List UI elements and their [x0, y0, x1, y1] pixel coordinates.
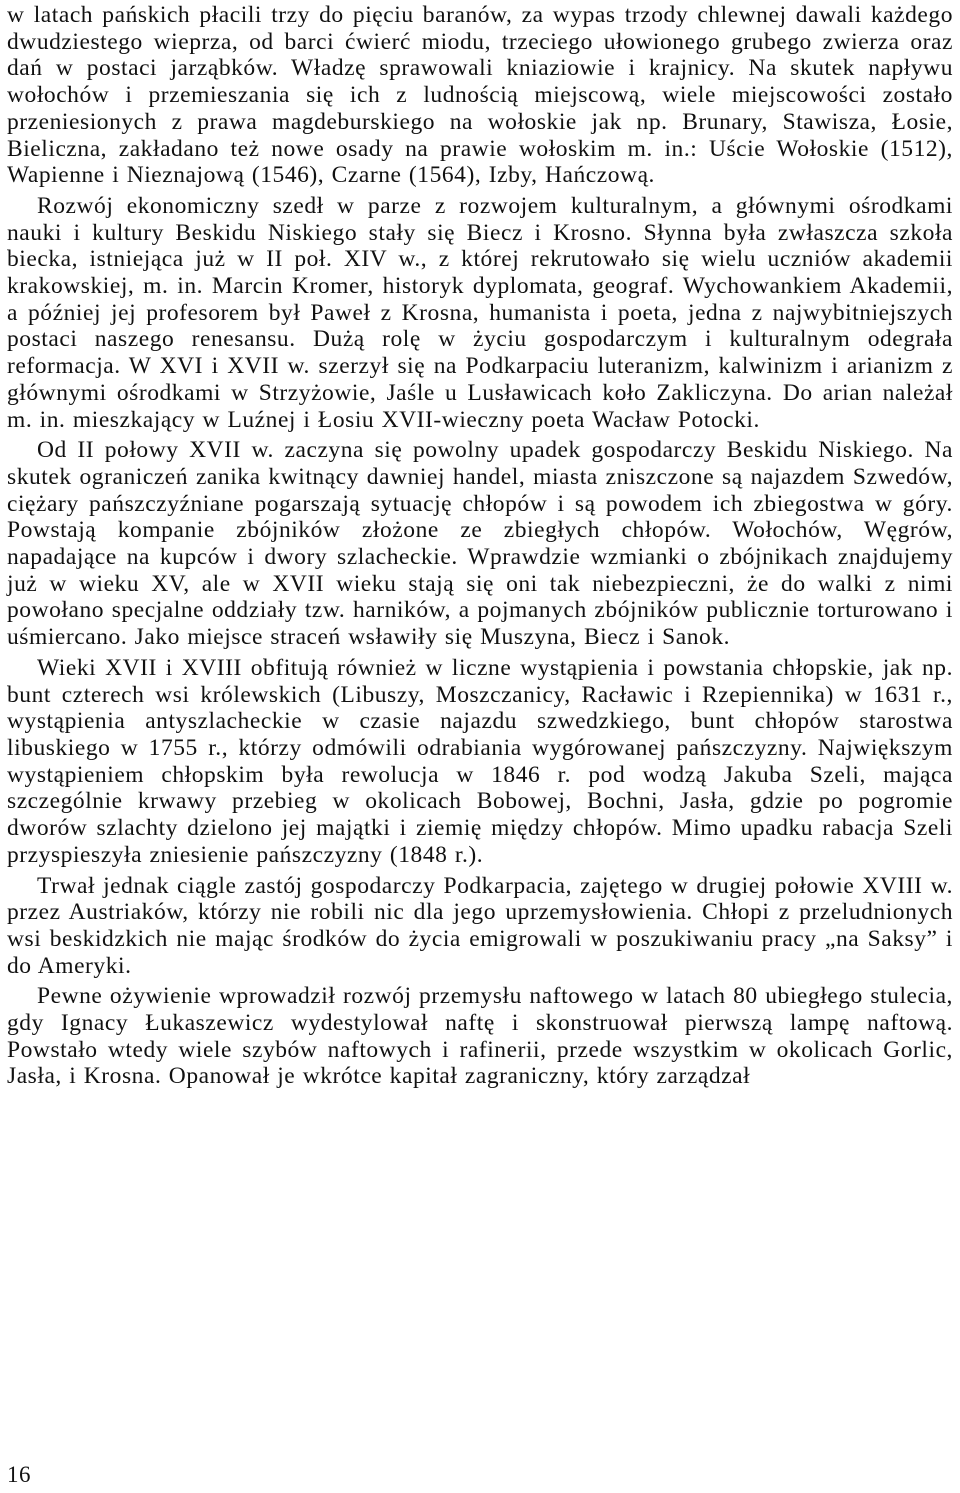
paragraph-peasant-uprisings: Wieki XVII i XVIII obfitują również w liczne wystąpienia i powstania chłopskie, jak np. bunt czterech wsi królewskich (Libuszy, Moszczanicy, Racławic i Rzepiennika) w 1631 r., wystąpienia antyszlacheckie w czasie najazdu szwedzkiego, bunt chłopów starostwa libuskiego w 1755 r., którzy odmówili odrabiania wygórowanej pańszczyzny. Największym wystąpieniem chłopskim była rewolucja w 1846 r. pod wodzą Jakuba Szeli, mająca szczególnie krwawy przebieg w okolicach Bobowej, Bochni, Jasła, gdzie po pogromie dworów szlachty dzielono jej majątki i ziemię między chłopów. Mimo upadku rabacja Szeli przyspieszyła zniesienie pańszczyzny (1848 r.).	[7, 654, 953, 868]
paragraph-oil-industry: Pewne ożywienie wprowadził rozwój przemysłu naftowego w latach 80 ubiegłego stulecia, gdy Ignacy Łukaszewicz wydestylował naftę i skonstruował pierwszą lampę naftową. Powstało wtedy wiele szybów naftowych i rafinerii, przede wszystkim w okolicach Gorlic, Jasła, i Krosna. Opanował je wkrótce kapitał zagraniczny, który zarządzał	[7, 983, 953, 1090]
text-column	[7, 2, 953, 1090]
page-number: 16	[7, 1462, 31, 1487]
paragraph-economic-decline: Od II połowy XVII w. zaczyna się powolny upadek gospodarczy Beskidu Niskiego. Na skutek ograniczeń zanika kwitnący dawniej handel, miasta zniszczone są najazdem Szwedów, ciężary pańszczyźniane pogarszają sytuację chłopów i są powodem ich zbiegostwa w góry. Powstają kompanie zbójników złożone ze zbiegłych chłopów. Wołochów, Węgrów, napadające na kupców i dwory szlacheckie. Wprawdzie wzmianki o zbójnikach znajdujemy już w wieku XV, ale w XVII wieku stają się oni tak niebezpieczni, że do walki z nimi powołano specjalne oddziały tzw. harników, a pojmanych zbójników publicznie torturowano i uśmiercano. Jako miejsce straceń wsławiły się Muszyna, Biecz i Sanok.	[7, 437, 953, 651]
paragraph-stagnation: Trwał jednak ciągle zastój gospodarczy Podkarpacia, zajętego w drugiej połowie XVIII w. przez Austriaków, którzy nie robili nic dla jego uprzemysłowienia. Chłopi z przeludnionych wsi beskidzkich nie mając środków do życia emigrowali w poszukiwaniu pracy „na Saksy” i do Ameryki.	[7, 872, 953, 979]
paragraph-cultural-development: Rozwój ekonomiczny szedł w parze z rozwojem kulturalnym, a głównymi ośrodkami nauki i kultury Beskidu Niskiego stały się Biecz i Krosno. Słynna była zwłaszcza szkoła biecka, istniejąca już w II poł. XIV w., z której rekrutowało się wielu uczniów akademii krakowskiej, m. in. Marcin Kromer, historyk dyplomata, geograf. Wychowankiem Akademii, a później jej profesorem był Paweł z Krosna, humanista i poeta, jedna z najwybitniejszych postaci naszego renesansu. Dużą rolę w życiu gospodarczym i kulturalnym odegrała reformacja. W XVI i XVII w. szerzył się na Podkarpaciu luteranizm, kalwinizm i arianizm z głównymi ośrodkami w Strzyżowie, Jaśle u Lusławicach koło Zakliczyna. Do arian należał m. in. mieszkający w Luźnej i Łosiu XVII-wieczny poeta Wacław Potocki.	[7, 192, 953, 433]
paragraph-continuation: w latach pańskich płacili trzy do pięciu baranów, za wypas trzody chlewnej dawali każdego dwudziestego wieprza, od barci ćwierć miodu, trzeciego ułowionego grubego zwierza oraz dań w postaci jarząbków. Władzę sprawowali kniaziowie i krajnicy. Na skutek napływu wołochów i przemieszania się ich z ludnością miejscową, wiele miejscowości zostało przeniesionych z prawa magdeburskiego na wołoskie jak np. Brunary, Stawisza, Łosie, Bieliczna, zakładano też nowe osady na prawie wołoskim m. in.: Uście Wołoskie (1512), Wapienne i Nieznajową (1546), Czarne (1564), Izby, Hańczową.	[7, 2, 953, 189]
